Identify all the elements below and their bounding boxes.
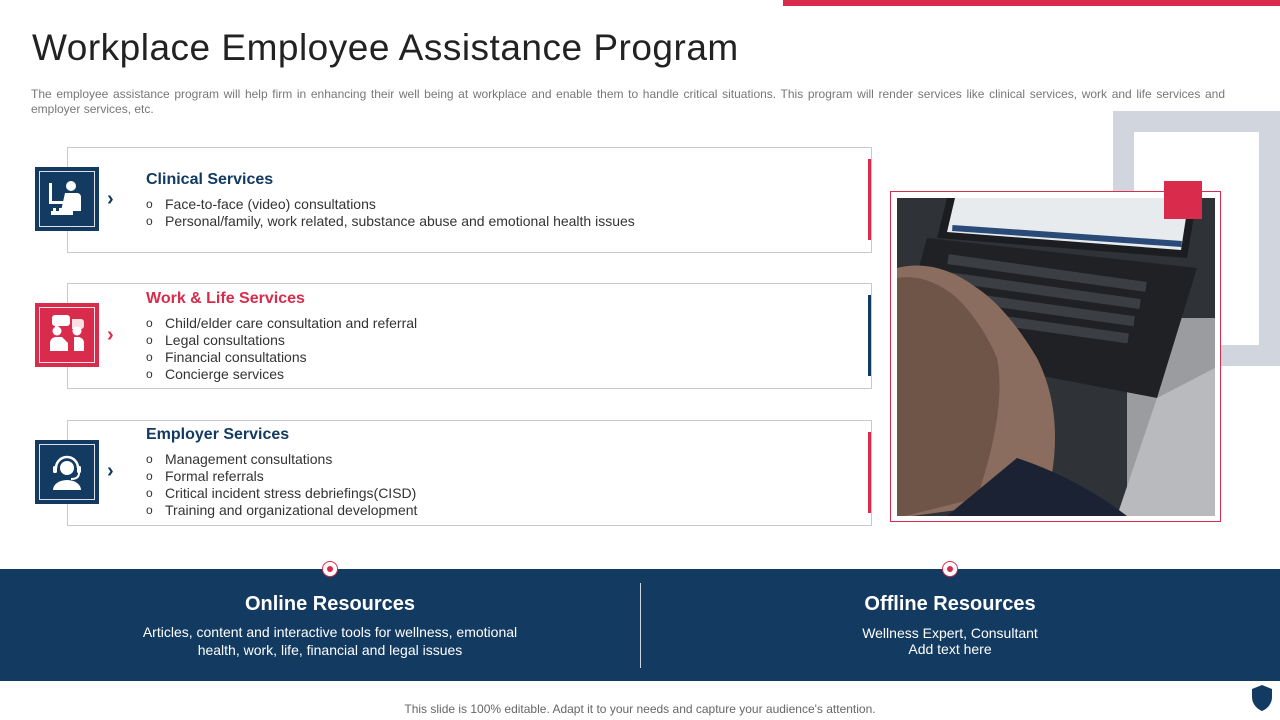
doctor-desk-icon — [43, 175, 91, 223]
top-accent-bar — [783, 0, 1280, 6]
offline-resources-title: Offline Resources — [864, 593, 1036, 615]
footer-note: This slide is 100% editable. Adapt it to your needs and capture your audience's attention. — [404, 702, 876, 716]
list-item: o Critical incident stress debriefings(CISD) — [146, 485, 417, 502]
list-item: o Legal consultations — [146, 332, 417, 349]
shield-icon — [1251, 684, 1273, 712]
list-item: o Concierge services — [146, 366, 417, 383]
offline-resources-line-1: Wellness Expert, Consultant — [862, 625, 1038, 641]
laptop-illustration — [897, 198, 1215, 516]
clinical-services-list — [146, 196, 635, 230]
resources-band — [0, 569, 1280, 681]
work-life-services-list — [146, 315, 417, 383]
online-resources-title: Online Resources — [244, 593, 416, 615]
chevron-right-icon: › — [107, 324, 114, 346]
decorative-red-square — [1164, 181, 1202, 219]
list-item: o Child/elder care consultation and referral — [146, 315, 417, 332]
card-title: Clinical Services — [146, 171, 274, 188]
clinical-services-icon-box — [35, 167, 99, 231]
card-accent-bar — [868, 159, 871, 240]
employer-services-list — [146, 451, 417, 519]
slide-title: Workplace Employee Assistance Program — [32, 27, 739, 68]
list-item: o Personal/family, work related, substance abuse and emotional health issues — [146, 213, 635, 230]
list-item: o Face-to-face (video) consultations — [146, 196, 635, 213]
intro-paragraph: The employee assistance program will help firm in enhancing their well being at workplace and enable them to handle critical situations. This program will render services like clinical services, work and life services and employer services, etc. — [31, 87, 1225, 116]
chevron-right-icon: › — [107, 188, 114, 210]
band-divider — [640, 583, 641, 668]
card-accent-bar — [868, 432, 871, 513]
online-resources-line-1: Articles, content and interactive tools for wellness, emotional — [142, 624, 518, 640]
list-item: o Management consultations — [146, 451, 417, 468]
laptop-typing-photo — [897, 198, 1215, 516]
list-item: o Financial consultations — [146, 349, 417, 366]
list-item: o Formal referrals — [146, 468, 417, 485]
chevron-right-icon: › — [107, 460, 114, 482]
headset-support-icon — [43, 448, 91, 496]
employer-services-icon-box — [35, 440, 99, 504]
card-title: Employer Services — [146, 426, 290, 443]
card-accent-bar — [868, 295, 871, 376]
online-marker-icon — [322, 561, 338, 577]
discussion-icon — [43, 311, 91, 359]
list-item: o Training and organizational development — [146, 502, 417, 519]
offline-resources-line-2: Add text here — [908, 641, 992, 657]
offline-marker-icon — [942, 561, 958, 577]
online-resources-line-2: health, work, life, financial and legal issues — [197, 642, 463, 658]
work-life-services-icon-box — [35, 303, 99, 367]
card-title: Work & Life Services — [146, 290, 305, 307]
